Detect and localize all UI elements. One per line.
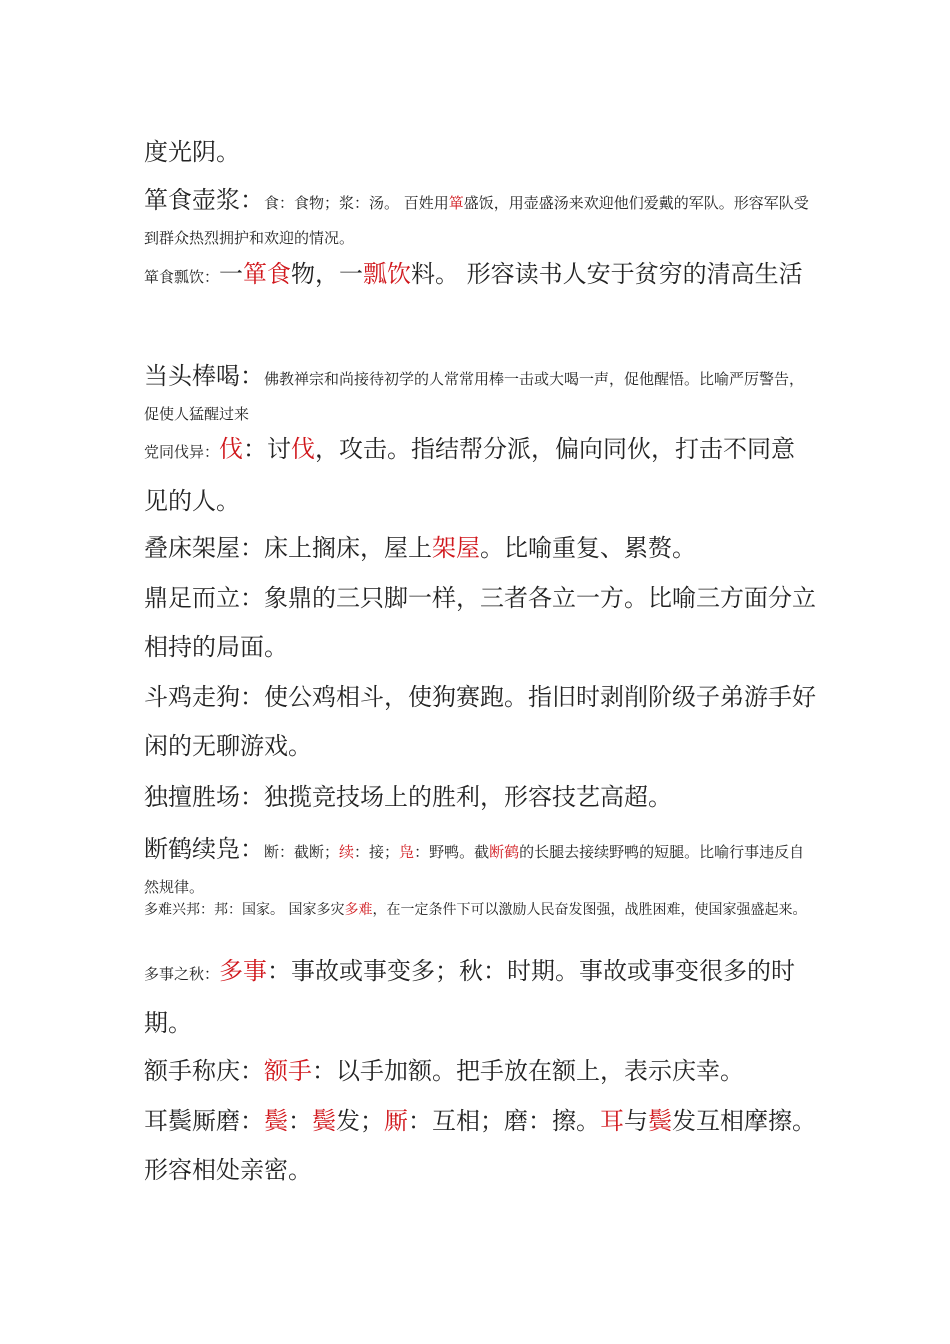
idiom-entry-die-chuang-jia-wu: 叠床架屋：床上搁床，屋上架屋。比喻重复、累赘。 bbox=[144, 534, 696, 562]
idiom-term: 多事之秋： bbox=[144, 965, 220, 983]
idiom-entry-duo-nan-xing-bang: 多难兴邦：邦：国家。 国家多灾多难，在一定条件下可以激励人民奋发图强，战胜困难，使国家强盛起来。 bbox=[144, 902, 807, 918]
idiom-term: 箪食壶浆： bbox=[144, 186, 264, 214]
idiom-term: 箪食瓢饮： bbox=[144, 268, 220, 286]
idiom-entry-dou-ji-zou-gou: 斗鸡走狗：使公鸡相斗，使狗赛跑。指旧时剥削阶级子弟游手好闲的无聊游戏。 bbox=[144, 683, 816, 760]
idiom-term: 断鹤续凫： bbox=[144, 835, 264, 863]
idiom-entry-dan-shi-piao-yin: 箪食瓢饮：一箪食物，一瓢饮料。 形容读书人安于贫穷的清高生活 bbox=[144, 260, 803, 288]
idiom-entry-ding-zu-er-li: 鼎足而立：象鼎的三只脚一样，三者各立一方。比喻三方面分立相持的局面。 bbox=[144, 584, 816, 661]
idiom-entry-dang-tong-fa-yi: 党同伐异：伐：讨伐，攻击。指结帮分派，偏向同伙，打击不同意见的人。 bbox=[144, 435, 796, 515]
idiom-entry-dang-tou-bang-he: 当头棒喝：佛教禅宗和尚接待初学的人常常用棒一击或大喝一声，促他醒悟。比喻严厉警告，促使人猛醒过来 bbox=[144, 362, 805, 423]
idiom-entry-du-shan-sheng-chang: 独擅胜场：独揽竞技场上的胜利，形容技艺高超。 bbox=[144, 783, 672, 811]
idiom-entry-er-bin-si-mo: 耳鬓厮磨：鬓：鬓发；厮：互相；磨：擦。耳与鬓发互相摩擦。形容相处亲密。 bbox=[144, 1107, 816, 1184]
idiom-entry-e-shou-cheng-qing: 额手称庆：额手：以手加额。把手放在额上，表示庆幸。 bbox=[144, 1057, 744, 1085]
idiom-term: 党同伐异： bbox=[144, 443, 220, 461]
text-line-continuation: 度光阴。 bbox=[144, 138, 240, 166]
idiom-entry-duan-he-xu-fu: 断鹤续凫：断：截断；续：接；凫：野鸭。截断鹤的长腿去接续野鸭的短腿。比喻行事违反自然规律。 bbox=[144, 835, 805, 896]
idiom-entry-dan-shi-hu-jiang: 箪食壶浆：食：食物；浆：汤。 百姓用箪盛饭，用壶盛汤来欢迎他们爱戴的军队。形容军队受到群众热烈拥护和欢迎的情况。 bbox=[144, 186, 809, 247]
idiom-term: 当头棒喝： bbox=[144, 362, 264, 390]
idiom-entry-duo-shi-zhi-qiu: 多事之秋：多事：事故或事变多；秋：时期。事故或事变很多的时期。 bbox=[144, 957, 796, 1037]
